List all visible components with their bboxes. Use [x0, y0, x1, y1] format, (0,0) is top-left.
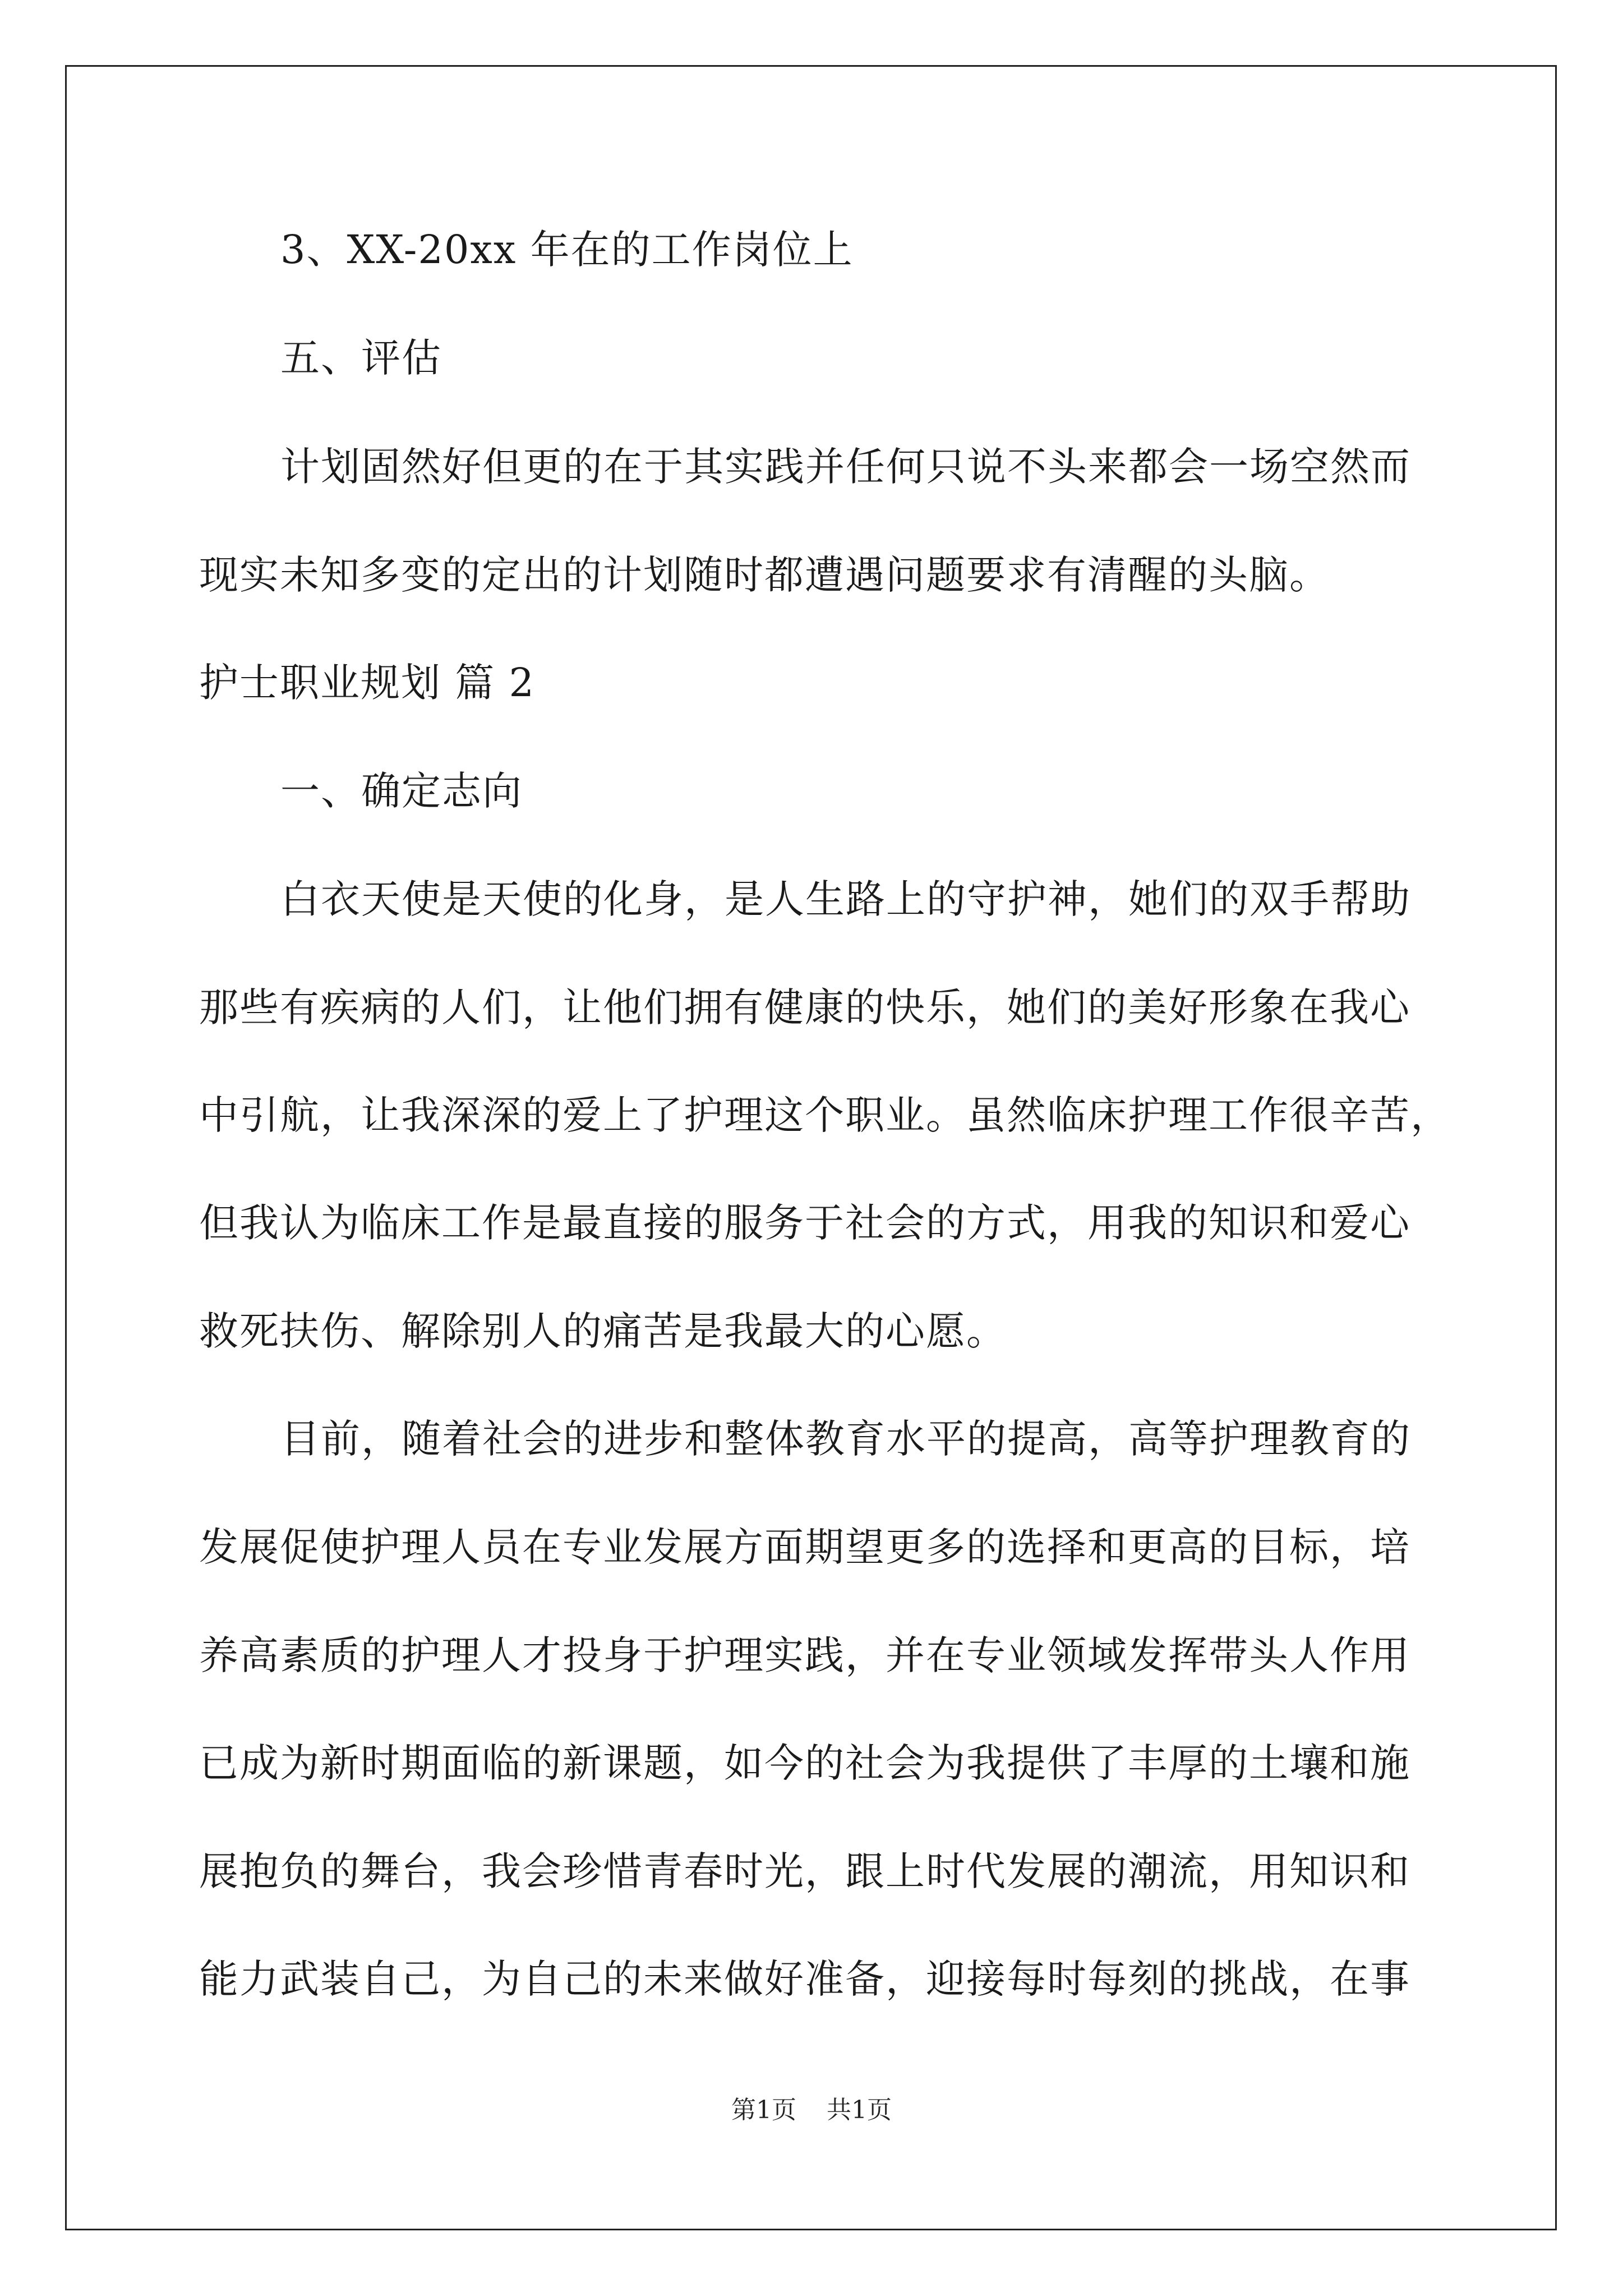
- text-line-8: 那些有疾病的人们，让他们拥有健康的快乐，她们的美好形象在我心: [199, 984, 1410, 1030]
- text-line-1: 3、XX-20xx 年在的工作岗位上: [280, 227, 854, 273]
- section-heading-evaluation: 五、评估: [280, 335, 442, 381]
- page-total: 共1页: [827, 2096, 892, 2124]
- page-border: [65, 65, 1557, 2230]
- text-line-3: 计划固然好但更的在于其实践并任何只说不头来都会一场空然而: [280, 444, 1411, 490]
- text-line-4: 现实未知多变的定出的计划随时都遭遇问题要求有清醒的头脑。: [199, 552, 1330, 598]
- text-line-12: 目前，随着社会的进步和整体教育水平的提高，高等护理教育的: [280, 1416, 1411, 1462]
- text-line-15: 已成为新时期面临的新课题，如今的社会为我提供了丰厚的土壤和施: [199, 1740, 1410, 1786]
- text-line-16: 展抱负的舞台，我会珍惜青春时光，跟上时代发展的潮流，用知识和: [199, 1848, 1410, 1894]
- text-line-7: 白衣天使是天使的化身，是人生路上的守护神，她们的双手帮助: [280, 876, 1411, 922]
- text-line-9: 中引航，让我深深的爱上了护理这个职业。虽然临床护理工作很辛苦，: [199, 1092, 1451, 1138]
- text-line-17: 能力武装自己，为自己的未来做好准备，迎接每时每刻的挑战，在事: [199, 1956, 1410, 2002]
- article-title: 护士职业规划 篇 2: [199, 660, 536, 706]
- text-line-11: 救死扶伤、解除别人的痛苦是我最大的心愿。: [199, 1308, 1007, 1354]
- section-heading-aspiration: 一、确定志向: [280, 768, 523, 814]
- text-line-13: 发展促使护理人员在专业发展方面期望更多的选择和更高的目标，培: [199, 1524, 1410, 1570]
- page-number: 第1页: [731, 2096, 796, 2124]
- text-line-10: 但我认为临床工作是最直接的服务于社会的方式，用我的知识和爱心: [199, 1200, 1410, 1246]
- page-footer: [0, 2093, 1623, 2127]
- text-line-14: 养高素质的护理人才投身于护理实践，并在专业领域发挥带头人作用: [199, 1632, 1410, 1678]
